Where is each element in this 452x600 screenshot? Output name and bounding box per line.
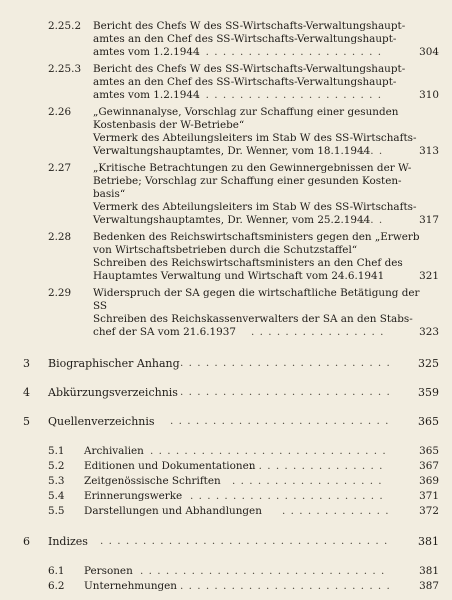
entry-number: 2.27: [48, 162, 72, 174]
subsection-number: 6.1: [48, 565, 65, 577]
page-number: 304: [419, 46, 439, 58]
leader-dots: [140, 565, 391, 578]
leader-dots: [251, 326, 391, 339]
entry-line: Schreiben des Reichskassenverwalters der SA an den Stabs-: [93, 313, 413, 325]
leader-dots: [100, 535, 391, 548]
entry-number: 2.25.3: [48, 63, 82, 75]
section-title: Indizes: [48, 535, 88, 548]
entry-line: „Kritische Betrachtungen zu den Gewinnergebnissen der W-: [93, 162, 412, 174]
subsection-title: Unternehmungen: [84, 580, 178, 592]
entry-number: 2.25.2: [48, 20, 82, 32]
entry-line: Vermerk des Abteilungsleiters im Stab W des SS-Wirtschafts-: [93, 132, 417, 144]
leader-dots: [190, 490, 391, 503]
entry-line: chef der SA vom 21.6.1937: [93, 326, 236, 338]
entry-line: basis“: [93, 188, 126, 200]
subsection-title: Archivalien: [84, 445, 144, 457]
page-number: 310: [419, 89, 439, 101]
entry-line: Verwaltungshauptamtes, Dr. Wenner, vom 25.2.1944: [93, 214, 371, 226]
entry-line: SS: [93, 300, 108, 312]
leader-dots: [353, 214, 391, 227]
leader-dots: [250, 460, 391, 473]
leader-dots: [180, 580, 391, 593]
page-number: 372: [419, 505, 439, 517]
entry-line: amtes an den Chef des SS-Wirtschafts-Verwaltungshaupt-: [93, 33, 397, 45]
entry-number: 2.26: [48, 106, 72, 118]
page-number: 323: [419, 326, 439, 338]
entry-line: amtes vom 1.2.1944: [93, 46, 200, 58]
leader-dots: [197, 46, 390, 59]
leader-dots: [197, 89, 390, 102]
section-number: 3: [23, 357, 30, 370]
entry-line: „Gewinnanalyse, Vorschlag zur Schaffung einer gesunden: [93, 106, 399, 118]
subsection-title: Zeitgenössische Schriften: [84, 475, 221, 487]
section-number: 5: [23, 415, 30, 428]
subsection-title: Darstellungen und Abhandlungen: [84, 505, 262, 517]
page-number: 365: [418, 415, 439, 428]
entry-line: Schreiben des Reichswirtschaftsministers an den Chef des: [93, 257, 403, 269]
subsection-number: 5.1: [48, 445, 65, 457]
subsection-title: Erinnerungswerke: [84, 490, 183, 502]
page-number: 367: [419, 460, 439, 472]
page-number: 365: [419, 445, 439, 457]
page-number: 317: [419, 214, 439, 226]
entry-line: Widerspruch der SA gegen die wirtschaftliche Betätigung der: [93, 287, 420, 299]
entry-number: 2.28: [48, 231, 72, 243]
subsection-number: 5.2: [48, 460, 65, 472]
subsection-title: Personen: [84, 565, 133, 577]
section-number: 6: [23, 535, 30, 548]
leader-dots: [150, 445, 391, 458]
page-number: 321: [419, 270, 439, 282]
entry-line: Verwaltungshauptamtes, Dr. Wenner, vom 18.1.1944: [93, 145, 371, 157]
entry-line: amtes vom 1.2.1944: [93, 89, 200, 101]
subsection-number: 6.2: [48, 580, 65, 592]
leader-dots: [232, 475, 391, 488]
page-number: 387: [419, 580, 439, 592]
section-title: Quellenverzeichnis: [48, 415, 155, 428]
entry-line: Hauptamtes Verwaltung und Wirtschaft vom 24.6.1941: [93, 270, 385, 282]
entry-line: Bedenken des Reichswirtschaftsministers gegen den „Erwerb: [93, 231, 420, 243]
leader-dots: [170, 415, 391, 428]
subsection-number: 5.4: [48, 490, 65, 502]
page-number: 313: [419, 145, 439, 157]
section-title: Biographischer Anhang: [48, 357, 180, 370]
entry-line: von Wirtschaftsbetrieben durch die Schutzstaffel“: [93, 244, 358, 256]
subsection-number: 5.5: [48, 505, 65, 517]
page-number: 359: [418, 386, 439, 399]
page-number: 381: [418, 535, 439, 548]
entry-number: 2.29: [48, 287, 72, 299]
section-title: Abkürzungsverzeichnis: [48, 386, 178, 399]
page-number: 381: [419, 565, 439, 577]
page-number: 371: [419, 490, 439, 502]
section-number: 4: [23, 386, 30, 399]
leader-dots: [180, 386, 391, 399]
leader-dots: [282, 505, 391, 518]
entry-line: Betriebe; Vorschlag zur Schaffung einer gesunden Kosten-: [93, 175, 402, 187]
entry-line: Vermerk des Abteilungsleiters im Stab W des SS-Wirtschafts-: [93, 201, 417, 213]
leader-dots: [180, 357, 391, 370]
page-number: 369: [419, 475, 439, 487]
subsection-title: Editionen und Dokumentationen: [84, 460, 256, 472]
page-number: 325: [418, 357, 439, 370]
subsection-number: 5.3: [48, 475, 65, 487]
entry-line: Bericht des Chefs W des SS-Wirtschafts-Verwaltungshaupt-: [93, 20, 406, 32]
entry-line: Kostenbasis der W-Betriebe“: [93, 119, 245, 131]
entry-line: amtes an den Chef des SS-Wirtschafts-Verwaltungshaupt-: [93, 76, 397, 88]
leader-dots: [353, 145, 391, 158]
entry-line: Bericht des Chefs W des SS-Wirtschafts-Verwaltungshaupt-: [93, 63, 406, 75]
